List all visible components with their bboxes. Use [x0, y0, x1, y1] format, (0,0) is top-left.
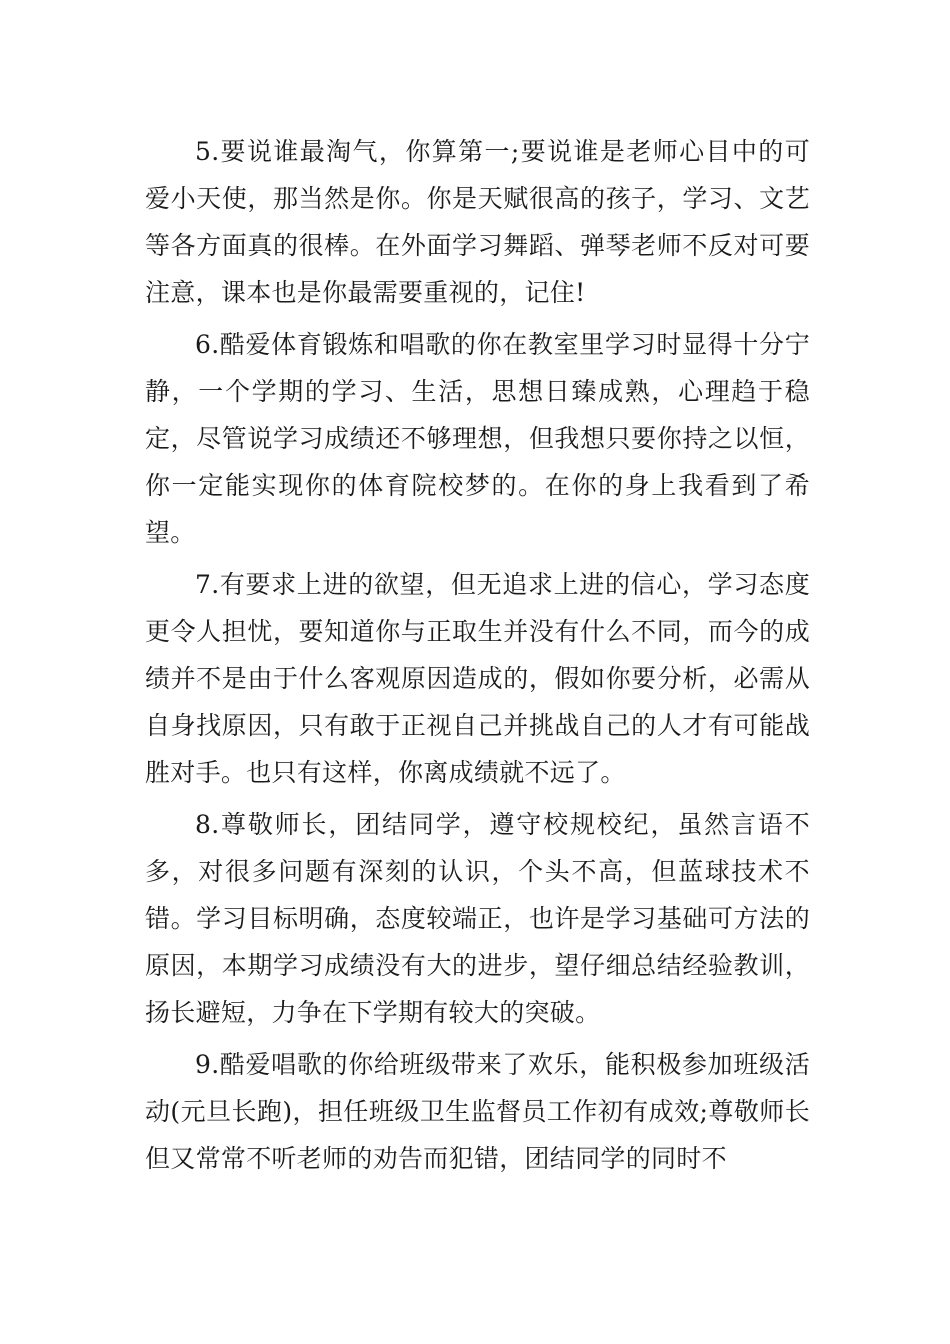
paragraph-8: 8.尊敬师长，团结同学，遵守校规校纪，虽然言语不多，对很多问题有深刻的认识，个头不高，但蓝球技术不错。学习目标明确，态度较端正，也许是学习基础可方法的原因，本期学习成绩没有大的进步，望仔细总结经验教训，扬长避短，力争在下学期有较大的突破。 — [145, 810, 810, 1027]
paragraph-5: 5.要说谁最淘气，你算第一;要说谁是老师心目中的可爱小天使，那当然是你。你是天赋很高的孩子，学习、文艺等各方面真的很棒。在外面学习舞蹈、弹琴老师不反对可要注意，课本也是你最需要重视的，记住! — [145, 137, 810, 307]
document-body — [145, 128, 810, 1187]
paragraph-9: 9.酷爱唱歌的你给班级带来了欢乐，能积极参加班级活动(元旦长跑)，担任班级卫生监督员工作初有成效;尊敬师长但又常常不听老师的劝告而犯错，团结同学的同时不 — [145, 1050, 810, 1173]
paragraph-6: 6.酷爱体育锻炼和唱歌的你在教室里学习时显得十分宁静，一个学期的学习、生活，思想日臻成熟，心理趋于稳定，尽管说学习成绩还不够理想，但我想只要你持之以恒，你一定能实现你的体育院校梦的。在你的身上我看到了希望。 — [145, 330, 810, 547]
paragraph-7: 7.有要求上进的欲望，但无追求上进的信心，学习态度更令人担忧，要知道你与正取生并没有什么不同，而今的成绩并不是由于什么客观原因造成的，假如你要分析，必需从自身找原因，只有敢于正视自己并挑战自己的人才有可能战胜对手。也只有这样，你离成绩就不远了。 — [145, 570, 810, 787]
